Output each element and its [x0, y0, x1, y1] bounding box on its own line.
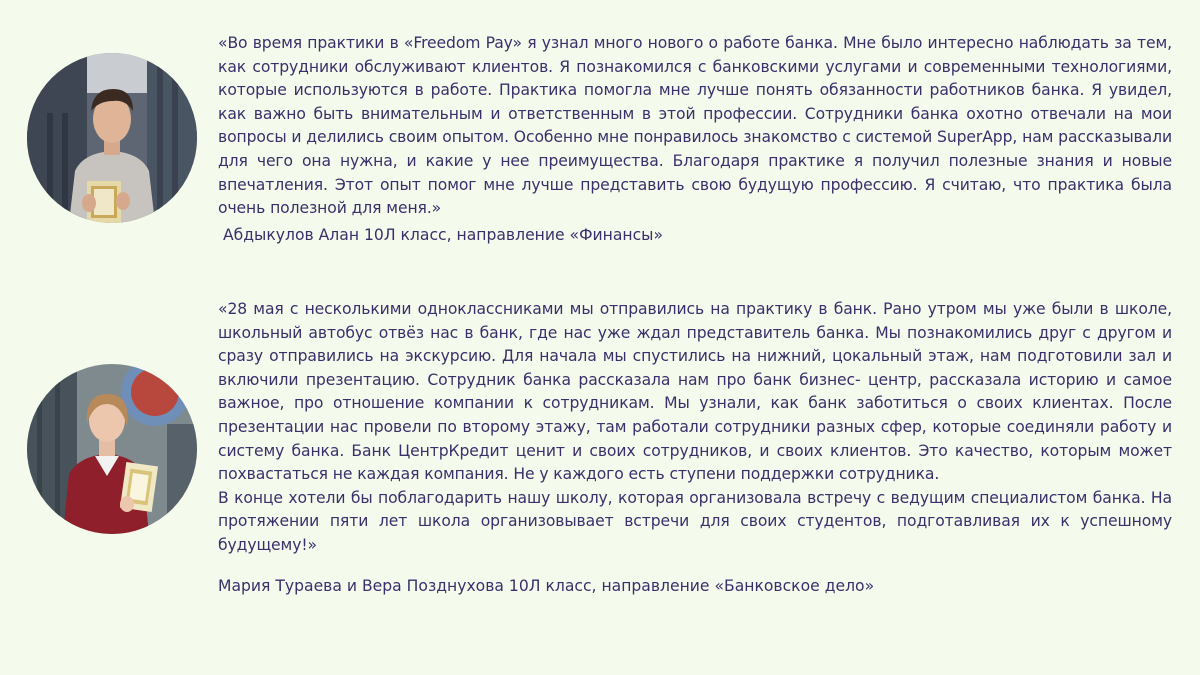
testimonial-1-quote: «Во время практики в «Freedom Pay» я узнал много нового о работе банка. Мне было интересно наблюдать за тем, как сотрудники обслуживают клиентов. Я познакомился с банковскими услугами и современными технологиями, которые используются в работе. Практика помогла мне лучше понять обязанности работников банка. Я увидел, как важно быть внимательным и ответственным в этой профессии. Сотрудники банка охотно отвечали на мои вопросы и делились своим опытом. Особенно мне понравилось знакомство с системой SuperApp, нам рассказывали для чего она нужна, и какие у нее преимущества. Благодаря практике я получил полезные знания и новые впечатления. Этот опыт помог мне лучше представить свою будущую профессию. Я считаю, что практика была очень полезной для меня.»	[218, 34, 1172, 218]
student-photo-2	[27, 364, 197, 534]
student-portrait-photo-icon	[27, 53, 197, 223]
testimonial-2	[218, 298, 1172, 558]
testimonial-2-author: Мария Тураева и Вера Позднухова 10Л класс, направление «Банковское дело»	[218, 577, 875, 595]
student-portrait-photo-icon	[27, 364, 197, 534]
testimonial-1-author: Абдыкулов Алан 10Л класс, направление «Финансы»	[218, 226, 664, 244]
student-photo-1	[27, 53, 197, 223]
testimonial-2-quote: «28 мая с несколькими одноклассниками мы отправились на практику в банк. Рано утром мы уже были в школе, школьный автобус отвёз нас в банк, где нас уже ждал представитель банка. Мы познакомились друг с другом и сразу отправились на экскурсию. Для начала мы спустились на нижний, цокальный этаж, нам подготовили зал и включили презентацию. Сотрудник банка рассказала нам про банк бизнес- центр, рассказала историю и самое важное, про отношение компании к сотрудникам. Мы узнали, как банк заботиться о своих клиентах. После презентации нас провели по второму этажу, там работали сотрудники разных сфер, которые соединяли работу и систему банка. Банк ЦентрКредит ценит и своих сотрудников, и своих клиентов. Это качество, которым может похвастаться не каждая компания. Не у каждого есть ступени поддержки сотрудника. В конце хотели бы поблагодарить нашу школу, которая организовала встречу с ведущим специалистом банка. На протяжении пяти лет школа организовывает встречи для своих студентов, подготавливая их к успешному будущему!»	[218, 300, 1172, 554]
testimonial-1	[218, 32, 1172, 221]
